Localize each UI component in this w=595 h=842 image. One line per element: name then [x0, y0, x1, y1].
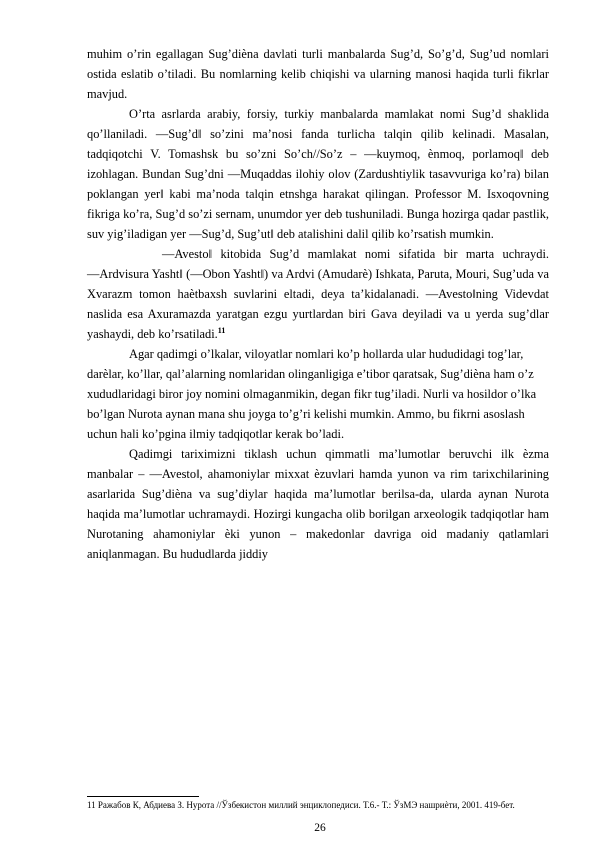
paragraph-3 — [87, 244, 549, 344]
body-text — [87, 44, 549, 564]
paragraph-3-text: ―Avesto‖ kitobida Sug’d mamlakat nomi sifatida bir marta uchraydi. ―Ardvisura Yasht‖ (―Obon Yasht‖) va Ardvi (Amudarѐ) Ishkata, Paruta, Mouri, Sug’uda va Xvarazm tomon haѐtbaxsh suvlarini eltadi, deya ta’kidalanadi. ―Avesto‖ning Videvdat naslida esa Axuramazda yaratgan ezgu yurtlardan biri Gava deyiladi va u yerda sug’dlar yashaydi, deb ko’rsatiladi. — [87, 247, 549, 341]
footnote-ref-11[interactable]: 11 — [217, 325, 226, 335]
paragraph-1: muhim o’rin egallagan Sug’diѐna davlati turli manbalarda Sug’d, So’g’d, Sug’ud nomlari ostida eslatib o’tiladi. Bu nomlarning kelib chiqishi va ularning manosi haqida turli fikrlar mavjud. — [87, 47, 549, 101]
footnote-11: 11 Ражабов К, Абдиева З. Нурота //Ўзбекистон миллий энциклопедиси. Т.6.- Т.: ЎзМЭ нашриѐти, 2001. 419-бет. — [87, 800, 515, 810]
footnote-separator — [87, 796, 199, 797]
paragraph-4: Agar qadimgi o’lkalar, viloyatlar nomlari ko’p hollarda ular hududidagi tog’lar, darѐlar, ko’llar, qal’alarning nomlaridan olinganligiga e’tibor qaratsak, Sug’diѐna ham o’z xududlaridagi biror joy nomini olmaganmikin, degan fikr tug’iladi. Nurli va hosildor o’lka bo’lgan Nurota aynan mana shu joyga to’g’ri kelishi mumkin. Ammo, bu fikrni asoslash uchun hali ko’pgina ilmiy tadqiqotlar kerak bo’ladi. — [87, 347, 537, 441]
page-number: 26 — [314, 822, 326, 834]
paragraph-5: Qadimgi tariximizni tiklash uchun qimmatli ma’lumotlar beruvchi ilk ѐzma manbalar – ―Avesto‖, ahamoniylar mixxat ѐzuvlari hamda yunon va rim tarixchilarining asarlarida Sug’diѐna va sug’diylar haqida ma’lumotlar berilsa-da, ularda aynan Nurota haqida ma’lumotlar uchramaydi. Hozirgi kungacha olib borilgan arxeologik tadqiqotlar ham Nurotaning ahamoniylar ѐki yunon – makedonlar davriga oid madaniy qatlamlari aniqlanmagan. Bu hududlarda jiddiy — [87, 447, 549, 561]
paragraph-2: O’rta asrlarda arabiy, forsiy, turkiy manbalarda mamlakat nomi Sug’d shaklida qo’llaniladi. ―Sug’d‖ so’zini ma’nosi fanda turlicha talqin qilib kelinadi. Masalan, tadqiqotchi V. Tomashsk bu so’zni So’ch//So’z – ―kuymoq, ѐnmoq, porlamoq‖ deb izohlagan. Bundan Sug’dni ―Muqaddas ilohiy olov (Zardushtiylik tasavvuriga ko’ra) bilan poklangan yer‖ kabi ma’noda talqin etnshga harakat qilingan. Professor M. Isxoqovning fikriga ko’ra, Sug’d so’zi sernam, unumdor yer deb tushuniladi. Bunga hozirga qadar pastlik, suv yig’iladigan yer ―Sug’d, Sug’ut‖ deb atalishini dalil qilib ko’rsatish mumkin. — [87, 107, 549, 241]
